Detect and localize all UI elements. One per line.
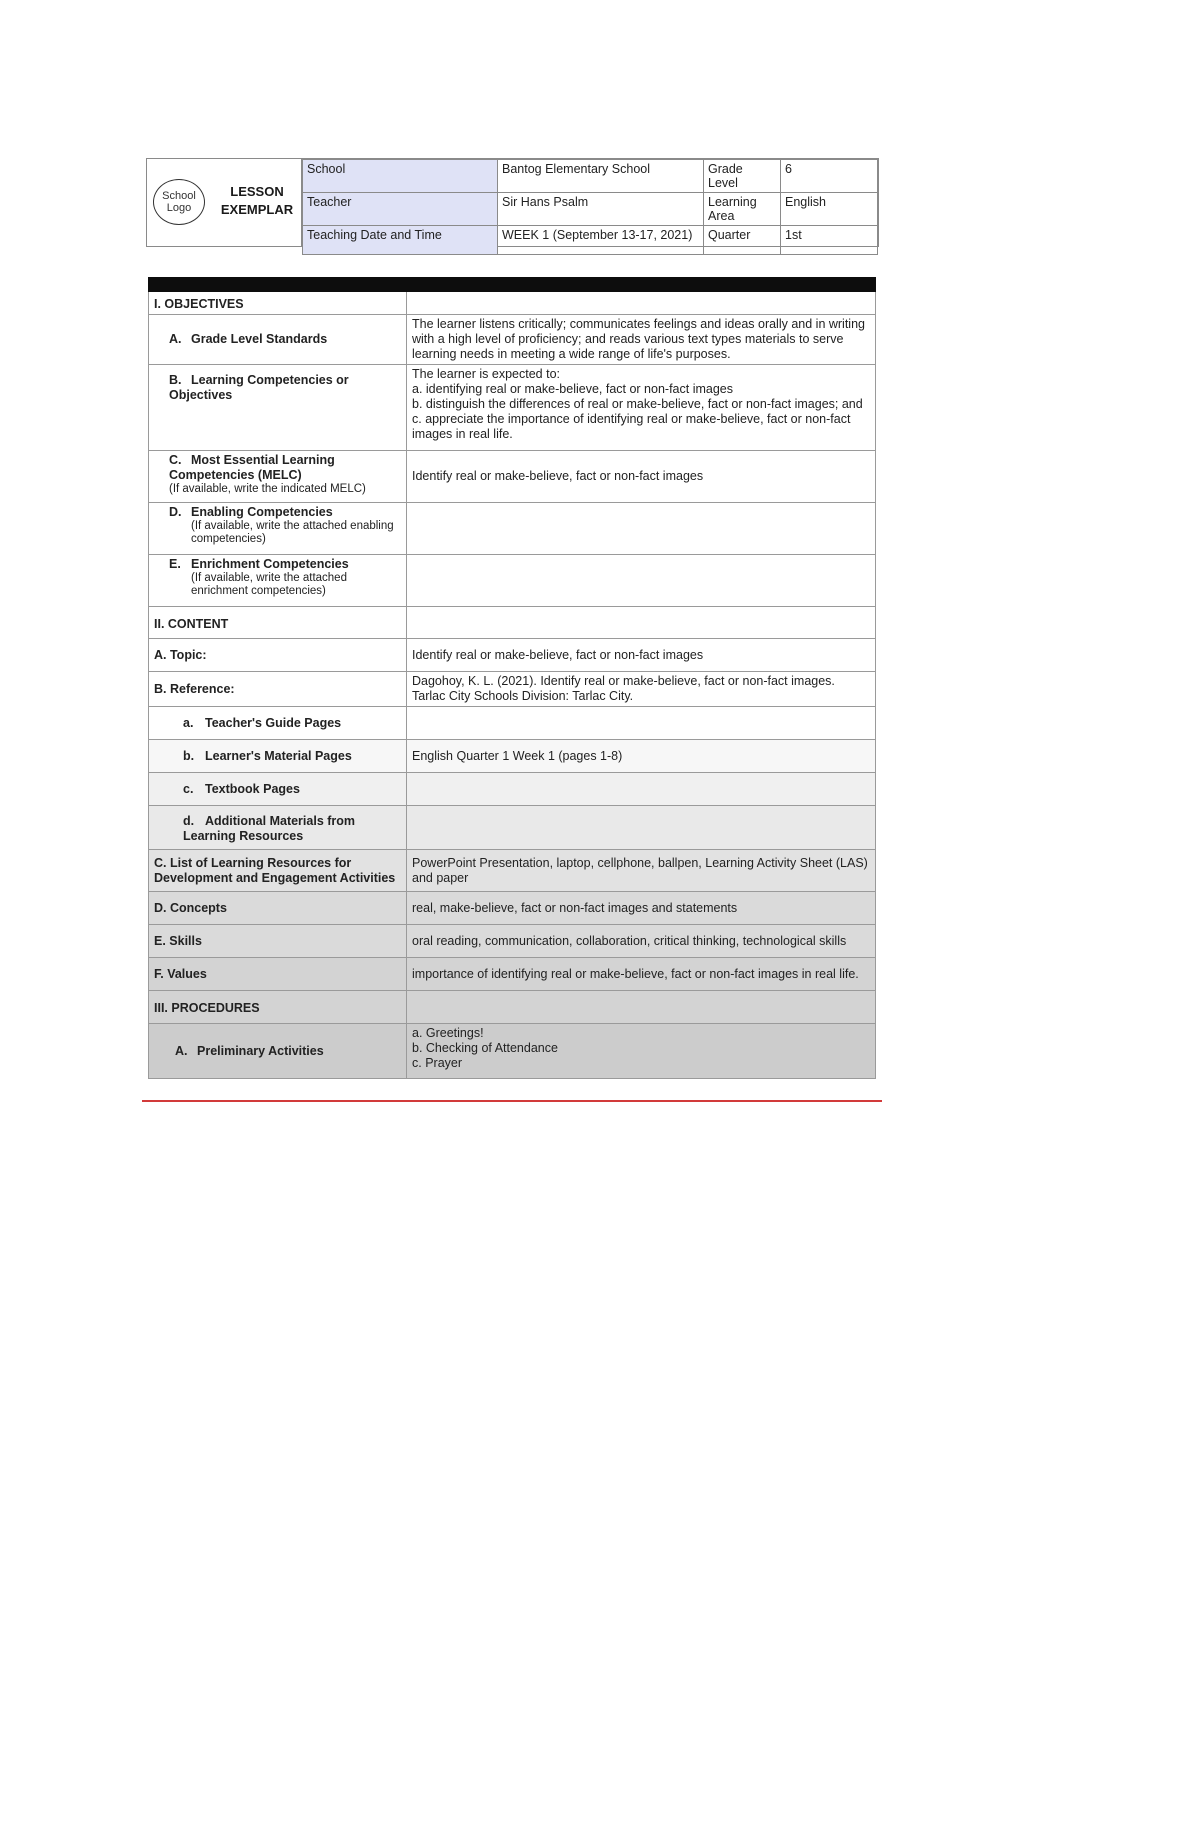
logo-line-2: Logo (166, 202, 192, 214)
topic-label: A. Topic: (149, 639, 407, 672)
title-line-2: EXEMPLAR (220, 202, 294, 217)
reference-label: B. Reference: (149, 672, 407, 707)
teacher-value: Sir Hans Psalm (498, 193, 704, 226)
preliminary-activities-label: A. Preliminary Activities (149, 1024, 407, 1079)
school-label: School (303, 160, 498, 193)
skills-row (149, 925, 876, 958)
concepts-label: D. Concepts (149, 892, 407, 925)
quarter-label: Quarter (704, 226, 781, 255)
values-value: importance of identifying real or make-believe, fact or non-fact images in real life. (407, 958, 876, 991)
additional-materials-row (149, 806, 876, 850)
grade-level-label: Grade Level (704, 160, 781, 193)
title-line-1: LESSON (230, 184, 284, 199)
reference-row (149, 672, 876, 707)
topic-value: Identify real or make-believe, fact or non-fact images (407, 639, 876, 672)
learning-competencies-label: B. Learning Competencies or Objectives (149, 365, 407, 451)
learners-material-label: b. Learner's Material Pages (149, 740, 407, 773)
values-label: F. Values (149, 958, 407, 991)
header-meta-table (302, 159, 878, 255)
teachers-guide-row (149, 707, 876, 740)
learners-material-value: English Quarter 1 Week 1 (pages 1-8) (407, 740, 876, 773)
learning-competencies-value (407, 365, 876, 451)
values-row (149, 958, 876, 991)
melc-label: C. Most Essential Learning Competencies (MELC) (If available, write the indicated MELC) (149, 451, 407, 503)
activity-item: b. Checking of Attendance (412, 1041, 558, 1055)
logo-line-1: School (162, 190, 196, 202)
learning-resources-row (149, 850, 876, 892)
grade-level-standards-value: The learner listens critically; communicates feelings and ideas orally and in writing with a high level of proficiency; and reads various text types materials to serve learning needs in meeting a wide range of life's purposes. (407, 315, 876, 365)
header-meta (302, 159, 878, 246)
content-heading-row (149, 607, 876, 639)
procedures-heading: III. PROCEDURES (149, 991, 407, 1024)
additional-materials-label: d. Additional Materials from Learning Resources (149, 806, 407, 850)
skills-value: oral reading, communication, collaboration, critical thinking, technological skills (407, 925, 876, 958)
enrichment-competencies-note: (If available, write the attached enrichment competencies) (191, 572, 347, 597)
preliminary-activities-value (407, 1024, 876, 1079)
page-bottom-rule (142, 1100, 882, 1102)
preliminary-activities-row (149, 1024, 876, 1079)
header-row-date (303, 226, 878, 255)
learning-resources-value: PowerPoint Presentation, laptop, cellphone, ballpen, Learning Activity Sheet (LAS) and paper (407, 850, 876, 892)
content-heading: II. CONTENT (149, 607, 407, 639)
quarter-value: 1st (781, 226, 878, 255)
lesson-table (148, 277, 876, 1079)
enabling-competencies-note: (If available, write the attached enabling competencies) (191, 520, 394, 545)
teacher-label: Teacher (303, 193, 498, 226)
enabling-competencies-label: D. Enabling Competencies (If available, write the attached enabling competencies) (149, 503, 407, 555)
header-brand (147, 159, 302, 246)
lesson-header (146, 158, 879, 247)
competency-item: b. distinguish the differences of real or make-believe, fact or non-fact images; and (412, 397, 863, 411)
grade-level-standards-row (149, 315, 876, 365)
header-row-school (303, 160, 878, 193)
competencies-intro: The learner is expected to: (412, 367, 560, 381)
enrichment-competencies-row (149, 555, 876, 607)
reference-value: Dagohoy, K. L. (2021). Identify real or make-believe, fact or non-fact images. Tarlac City Schools Division: Tarlac City. (407, 672, 876, 707)
teaching-date-label: Teaching Date and Time (303, 226, 498, 255)
objectives-heading: I. OBJECTIVES (149, 292, 407, 315)
textbook-pages-label: c. Textbook Pages (149, 773, 407, 806)
objectives-heading-row (149, 292, 876, 315)
melc-note: (If available, write the indicated MELC) (169, 483, 366, 495)
learners-material-row (149, 740, 876, 773)
competency-item: a. identifying real or make-believe, fact or non-fact images (412, 382, 733, 396)
header-row-teacher (303, 193, 878, 226)
learning-area-label: Learning Area (704, 193, 781, 226)
enrichment-competencies-label: E. Enrichment Competencies (If available, write the attached enrichment competencies) (149, 555, 407, 607)
school-value: Bantog Elementary School (498, 160, 704, 193)
textbook-pages-row (149, 773, 876, 806)
competency-item: c. appreciate the importance of identifying real or make-believe, fact or non-fact images in real life. (412, 412, 851, 441)
concepts-row (149, 892, 876, 925)
learning-competencies-row (149, 365, 876, 451)
activity-item: c. Prayer (412, 1056, 463, 1070)
teaching-date-value: WEEK 1 (September 13-17, 2021) (498, 226, 704, 255)
grade-level-value: 6 (781, 160, 878, 193)
topic-row (149, 639, 876, 672)
learning-area-value: English (781, 193, 878, 226)
school-logo-placeholder (153, 179, 205, 225)
enabling-competencies-row (149, 503, 876, 555)
melc-row (149, 451, 876, 503)
document-title (215, 183, 299, 219)
concepts-value: real, make-believe, fact or non-fact images and statements (407, 892, 876, 925)
procedures-heading-row (149, 991, 876, 1024)
activity-item: a. Greetings! (412, 1026, 484, 1040)
skills-label: E. Skills (149, 925, 407, 958)
table-top-bar (149, 278, 876, 292)
teachers-guide-label: a. Teacher's Guide Pages (149, 707, 407, 740)
learning-resources-label: C. List of Learning Resources for Development and Engagement Activities (149, 850, 407, 892)
melc-value: Identify real or make-believe, fact or non-fact images (407, 451, 876, 503)
grade-level-standards-label: A. Grade Level Standards (149, 315, 407, 365)
